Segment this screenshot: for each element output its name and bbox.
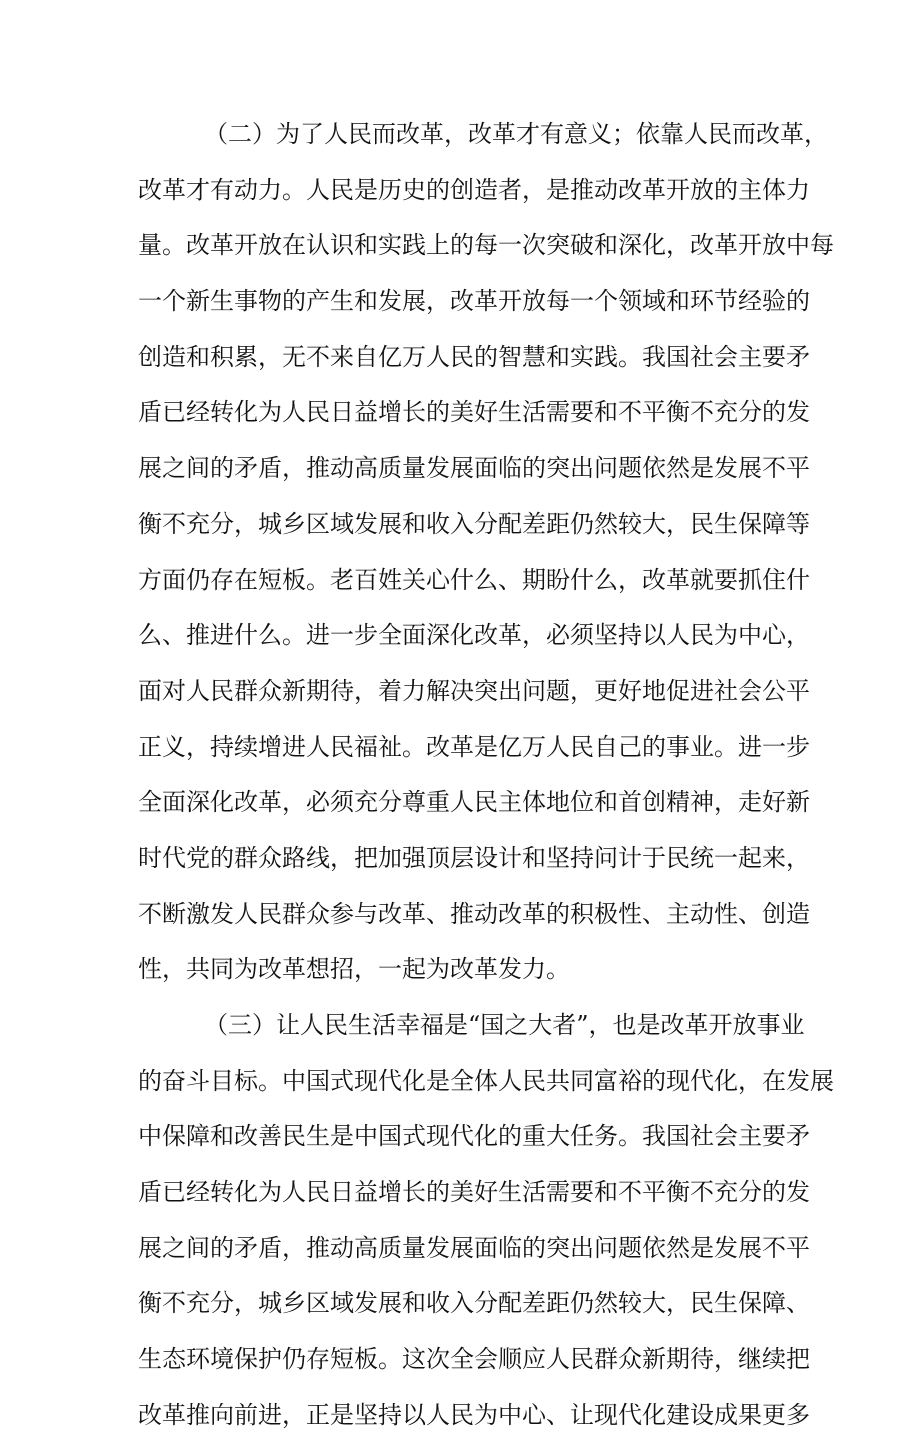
text-line: 的奋斗目标。中国式现代化是全体人民共同富裕的现代化，在发展 bbox=[138, 1066, 834, 1095]
text-line: 面对人民群众新期待，着力解决突出问题，更好地促进社会公平 bbox=[138, 676, 810, 705]
text-line: 么、推进什么。进一步全面深化改革，必须坚持以人民为中心， bbox=[138, 621, 810, 650]
paragraph-first-line: （二）为了人民而改革，改革才有意义；依靠人民而改革， bbox=[204, 120, 828, 148]
text-line: 展之间的矛盾，推动高质量发展面临的突出问题依然是发展不平 bbox=[138, 454, 810, 483]
text-line: 中保障和改善民生是中国式现代化的重大任务。我国社会主要矛 bbox=[138, 1122, 810, 1151]
text-line: 时代党的群众路线，把加强顶层设计和坚持问计于民统一起来， bbox=[138, 843, 810, 872]
text-line: 盾已经转化为人民日益增长的美好生活需要和不平衡不充分的发 bbox=[138, 1178, 810, 1207]
text-line: 性，共同为改革想招，一起为改革发力。 bbox=[138, 955, 570, 984]
paragraph-first-line: （三）让人民生活幸福是“国之大者”，也是改革开放事业 bbox=[204, 1011, 805, 1039]
text-line: 改革才有动力。人民是历史的创造者，是推动改革开放的主体力 bbox=[138, 175, 810, 204]
text-line: 一个新生事物的产生和发展，改革开放每一个领域和环节经验的 bbox=[138, 287, 810, 316]
text-line: 展之间的矛盾，推动高质量发展面临的突出问题依然是发展不平 bbox=[138, 1233, 810, 1262]
text-line: 衡不充分，城乡区域发展和收入分配差距仍然较大，民生保障等 bbox=[138, 509, 810, 538]
text-line: 正义，持续增进人民福祉。改革是亿万人民自己的事业。进一步 bbox=[138, 732, 810, 761]
body-text bbox=[138, 114, 834, 1451]
text-line: 改革推向前进，正是坚持以人民为中心、让现代化建设成果更多 bbox=[138, 1400, 810, 1429]
text-line: 生态环境保护仍存短板。这次全会顺应人民群众新期待，继续把 bbox=[138, 1345, 810, 1374]
text-line: 不断激发人民群众参与改革、推动改革的积极性、主动性、创造 bbox=[138, 899, 810, 928]
text-line: 全面深化改革，必须充分尊重人民主体地位和首创精神，走好新 bbox=[138, 788, 810, 817]
text-line: 创造和积累，无不来自亿万人民的智慧和实践。我国社会主要矛 bbox=[138, 342, 810, 371]
text-line: 量。改革开放在认识和实践上的每一次突破和深化，改革开放中每 bbox=[138, 231, 834, 260]
text-line: 方面仍存在短板。老百姓关心什么、期盼什么，改革就要抓住什 bbox=[138, 565, 810, 594]
text-line: 衡不充分，城乡区域发展和收入分配差距仍然较大，民生保障、 bbox=[138, 1289, 810, 1318]
text-line: 盾已经转化为人民日益增长的美好生活需要和不平衡不充分的发 bbox=[138, 398, 810, 427]
